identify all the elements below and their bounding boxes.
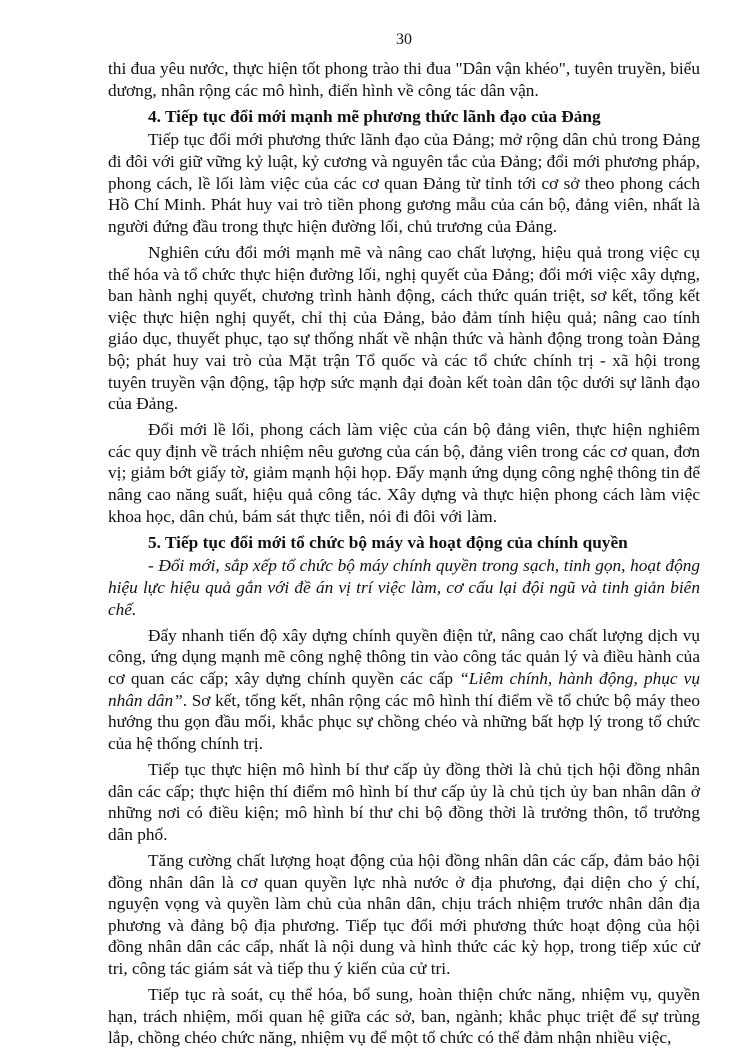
paragraph-continued: thi đua yêu nước, thực hiện tốt phong trào thi đua "Dân vận khéo", tuyên truyền, biểu dương, nhân rộng các mô hình, điển hình về công tác dân vận.: [108, 59, 700, 100]
italic-paragraph: - Đổi mới, sắp xếp tổ chức bộ máy chính quyền trong sạch, tinh gọn, hoạt động hiệu lực hiệu quả gắn với đề án vị trí việc làm, cơ cấu lại đội ngũ và tinh giản biên chế.: [108, 556, 700, 619]
paragraph: Đổi mới lề lối, phong cách làm việc của cán bộ đảng viên, thực hiện nghiêm các quy định về trách nhiệm nêu gương của cán bộ, đảng viên trong các cơ quan, đơn vị; giảm bớt giấy tờ, giảm mạnh hội họp. Đẩy mạnh ứng dụng công nghệ thông tin để nâng cao năng suất, hiệu quả công tác. Xây dựng và thực hiện phong cách làm việc khoa học, dân chủ, bám sát thực tiễn, nói đi đôi với làm.: [108, 420, 700, 526]
paragraph: Nghiên cứu đổi mới mạnh mẽ và nâng cao chất lượng, hiệu quả trong việc cụ thể hóa và tổ chức thực hiện đường lối, nghị quyết của Đảng; đổi mới việc xây dựng, ban hành nghị quyết, chương trình hành động, cách thức quán triệt, sơ kết, tổng kết việc thực hiện nghị quyết, chỉ thị của Đảng, bảo đảm tính hiệu quả; nâng cao tính giáo dục, thuyết phục, tạo sự thống nhất về nhận thức và hành động trong toàn Đảng bộ; phát huy vai trò của Mặt trận Tổ quốc và các tổ chức chính trị - xã hội trong tuyên truyền vận động, tập hợp sức mạnh đại đoàn kết toàn dân tộc dưới sự lãnh đạo của Đảng.: [108, 242, 700, 414]
paragraph: Tiếp tục rà soát, cụ thể hóa, bổ sung, hoàn thiện chức năng, nhiệm vụ, quyền hạn, trách nhiệm, mối quan hệ giữa các sở, ban, ngành; khắc phục triệt để sự trùng lắp, chồng chéo chức năng, nhiệm vụ để một tổ chức có thể đảm nhận nhiều việc,: [108, 985, 700, 1048]
document-page: [108, 30, 700, 1053]
paragraph: [108, 625, 700, 755]
paragraph-text: Đẩy nhanh tiến độ xây dựng chính quyền điện tử, nâng cao chất lượng dịch vụ công, ứng dụng mạnh mẽ công nghệ thông tin vào công tác quản lý và điều hành của cơ quan các cấp; xây dựng chính quyền các cấp: [108, 625, 700, 688]
paragraph: Tiếp tục đổi mới phương thức lãnh đạo của Đảng; mở rộng dân chủ trong Đảng đi đôi với giữ vững kỷ luật, kỷ cương và nguyên tắc của Đảng; đổi mới phương pháp, phong cách, lề lối làm việc của các cơ quan Đảng từ tỉnh tới cơ sở theo phong cách Hồ Chí Minh. Phát huy vai trò tiền phong gương mẫu của cán bộ, đảng viên, nhất là người đứng đầu trong thực hiện đường lối, chủ trương của Đảng.: [108, 130, 700, 236]
page-number: 30: [396, 31, 412, 48]
section-heading-5: 5. Tiếp tục đổi mới tổ chức bộ máy và hoạt động của chính quyền: [148, 532, 628, 552]
italic-quote: “Liêm chính, hành động, phục vụ nhân dân”: [108, 669, 700, 710]
paragraph: Tiếp tục thực hiện mô hình bí thư cấp ủy đồng thời là chủ tịch hội đồng nhân dân các cấp; thực hiện thí điểm mô hình bí thư cấp ủy là chủ tịch ủy ban nhân dân ở những nơi có điều kiện; mô hình bí thư chi bộ đồng thời là trưởng thôn, tổ trưởng dân phố.: [108, 759, 700, 844]
paragraph-text: . Sơ kết, tổng kết, nhân rộng các mô hình thí điểm về tổ chức bộ máy theo hướng thu gọn đầu mối, khắc phục sự chồng chéo và những bất hợp lý trong tổ chức của hệ thống chính trị.: [108, 690, 700, 753]
section-heading-4: 4. Tiếp tục đổi mới mạnh mẽ phương thức lãnh đạo của Đảng: [148, 106, 601, 126]
paragraph: Tăng cường chất lượng hoạt động của hội đồng nhân dân các cấp, đảm bảo hội đồng nhân dân là cơ quan quyền lực nhà nước ở địa phương, đại diện cho ý chí, nguyện vọng và quyền làm chủ của nhân dân, chịu trách nhiệm trước nhân dân địa phương và đảng bộ địa phương. Tiếp tục đổi mới phương thức hoạt động của hội đồng nhân dân các cấp, nhất là nội dung và hình thức các kỳ họp, trong tiếp xúc cử tri, công tác giám sát và tiếp thu ý kiến của cử tri.: [108, 850, 700, 978]
